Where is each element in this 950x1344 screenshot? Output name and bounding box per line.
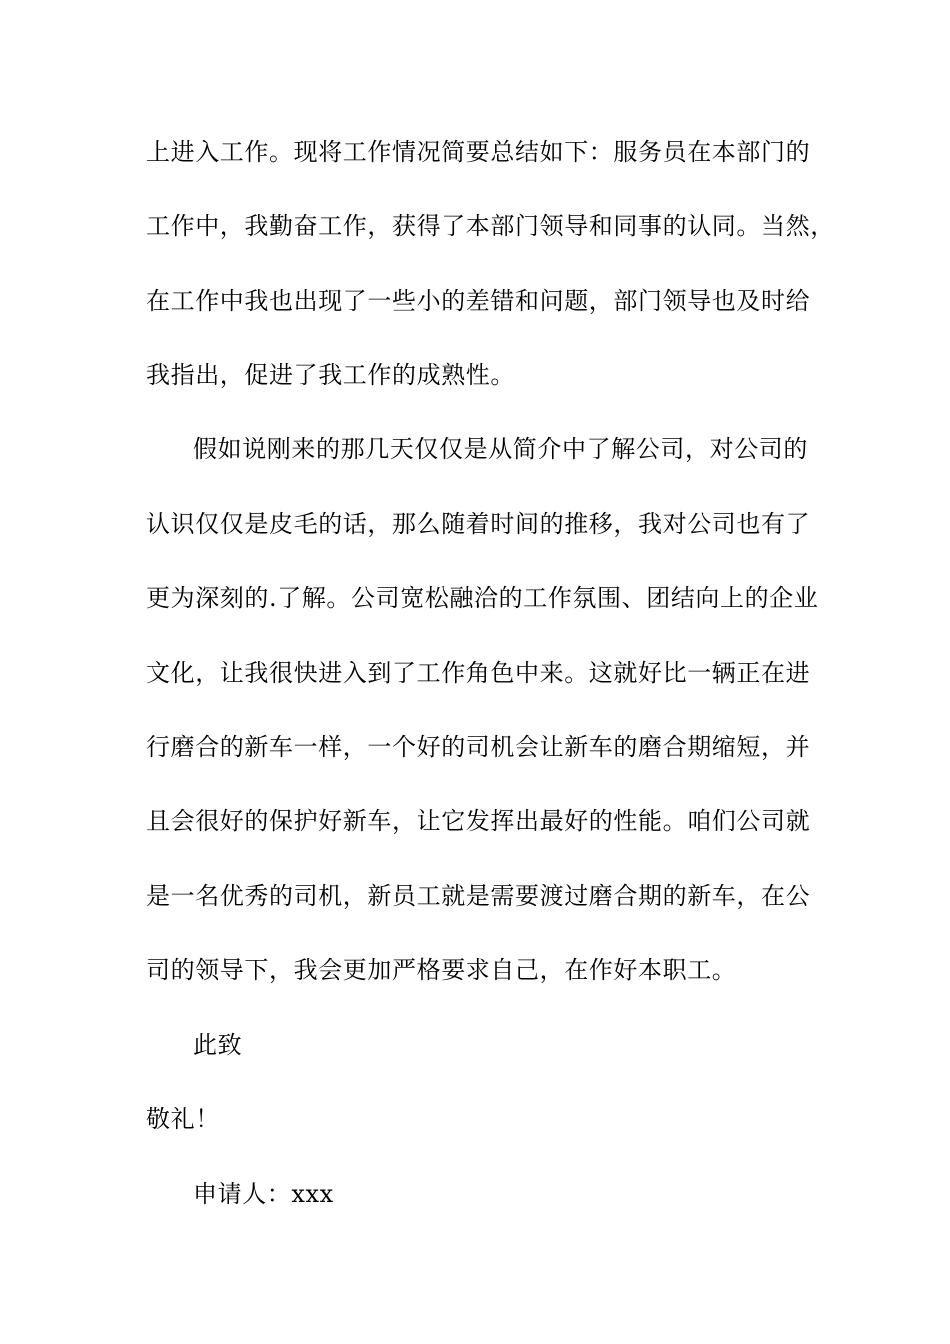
- paragraph-line: 司的领导下，我会更加严格要求自己，在作好本职工。: [146, 956, 737, 984]
- paragraph-line: 工作中，我勤奋工作，获得了本部门领导和同事的认同。当然，: [146, 212, 835, 240]
- signature-line: 申请人：xxx: [193, 1180, 334, 1208]
- paragraph-line: 我指出，促进了我工作的成熟性。: [146, 361, 515, 389]
- paragraph-line: 是一名优秀的司机，新员工就是需要渡过磨合期的新车，在公: [146, 882, 811, 910]
- closing-line: 此致: [193, 1031, 243, 1059]
- paragraph-line: 认识仅仅是皮毛的话，那么随着时间的推移，我对公司也有了: [146, 510, 811, 538]
- paragraph-line: 在工作中我也出现了一些小的差错和问题，部门领导也及时给: [146, 287, 811, 315]
- paragraph-line: 文化，让我很快进入到了工作角色中来。这就好比一辆正在进: [146, 659, 811, 687]
- paragraph-line: 上进入工作。现将工作情况简要总结如下：服务员在本部门的: [146, 138, 811, 166]
- paragraph-line: 更为深刻的.了解。公司宽松融洽的工作氛围、团结向上的企业: [146, 584, 819, 612]
- paragraph-line: 假如说刚来的那几天仅仅是从简介中了解公司，对公司的: [193, 435, 808, 463]
- salutation-line: 敬礼！: [146, 1105, 220, 1133]
- paragraph-line: 行磨合的新车一样，一个好的司机会让新车的磨合期缩短，并: [146, 733, 811, 761]
- paragraph-line: 且会很好的保护好新车，让它发挥出最好的性能。咱们公司就: [146, 807, 811, 835]
